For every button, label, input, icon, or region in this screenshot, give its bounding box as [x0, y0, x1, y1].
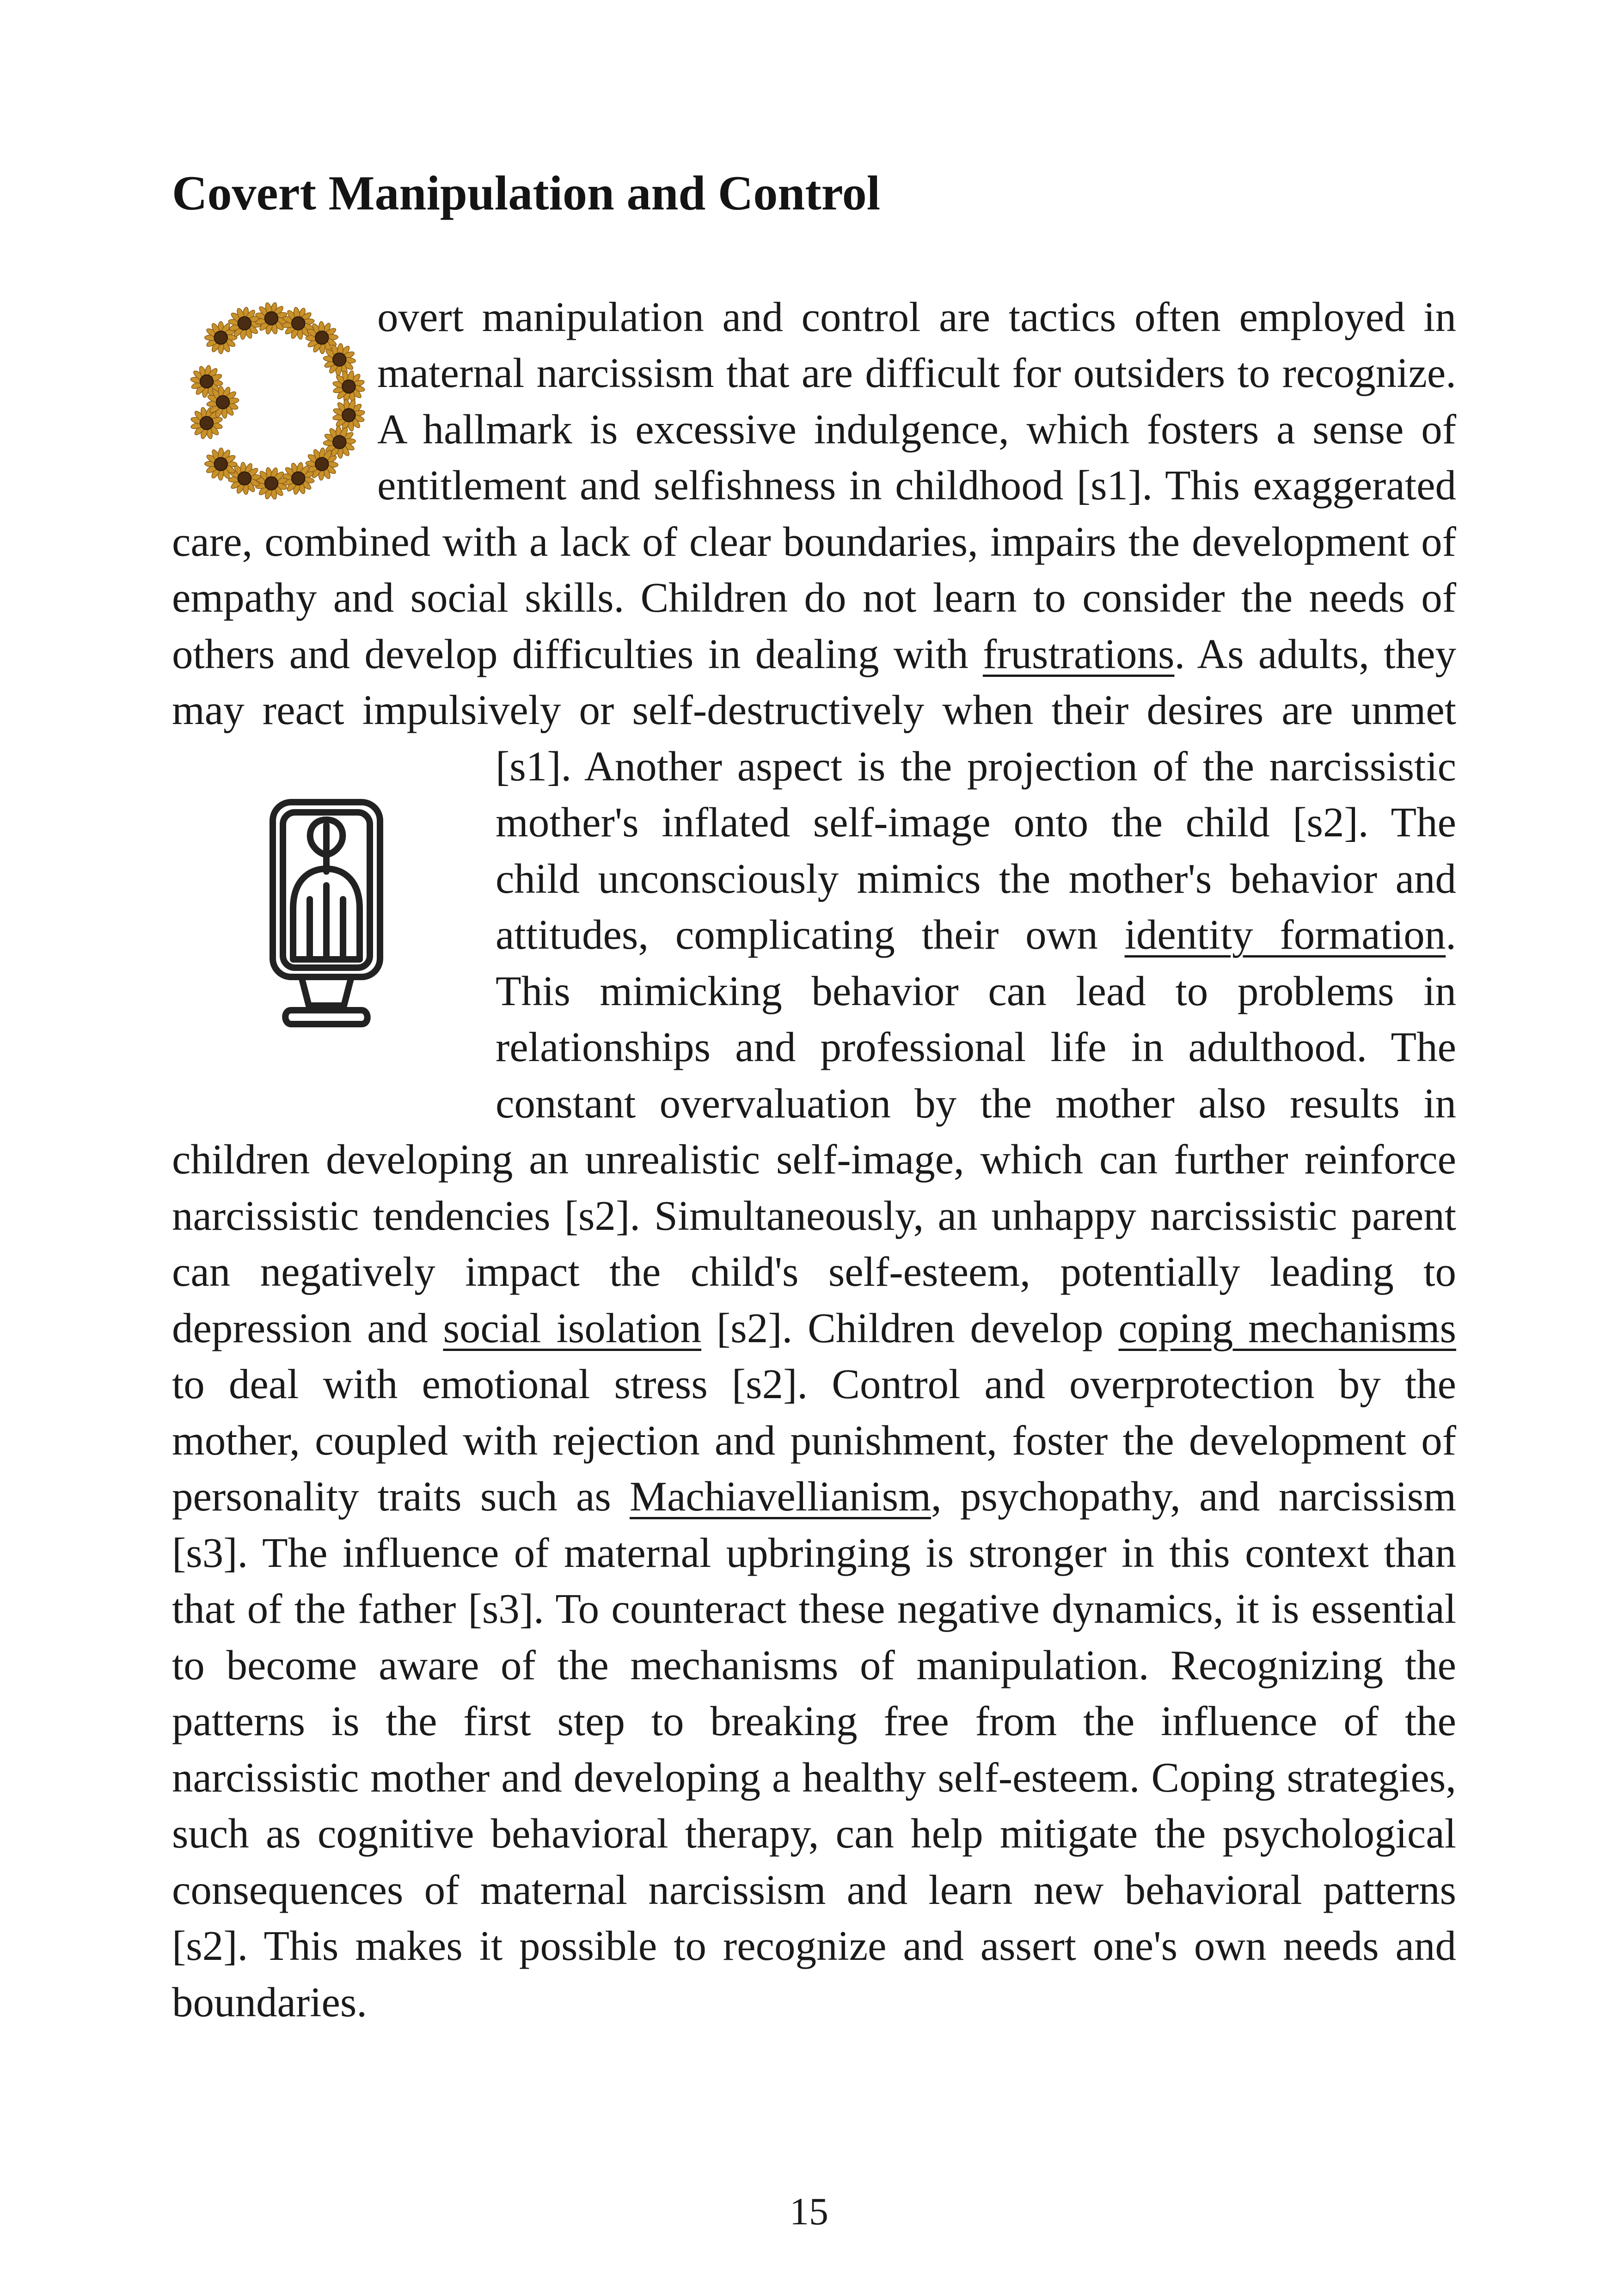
paragraph-text-4: [s2]. Children develop — [701, 1304, 1119, 1351]
sunflower-icon — [282, 307, 315, 339]
body-paragraph — [172, 289, 1456, 2031]
paragraph-text-1: overt manipulation and control are tactics often employed in maternal narcissism that are difficult for outsiders to recognize. A hallmark is excessive indulgence, which fosters a sense of entitlement and selfishness in childhood [s1]. This exaggerated care, combined with a lack of clear boundaries, impairs the development of empathy and social skills. Children do not learn to consider the needs of others and develop difficulties in dealing with — [172, 293, 1456, 677]
link-identity-formation[interactable]: identity formation — [1124, 911, 1446, 958]
paragraph-text-6: , psychopathy, and narcissism [s3]. The influence of maternal upbringing is stronger in this context than that of the father [s3]. To counteract these negative dynamics, it is essential to become aware of the mechanisms of manipulation. Recognizing the patterns is the first step to breaking free from the influence of the narcissistic mother and developing a healthy self-esteem. Coping strategies, such as cognitive behavioral therapy, can help mitigate the psychological consequences of maternal narcissism and learn new behavioral patterns [s2]. This makes it possible to recognize and assert one's own needs and boundaries. — [172, 1473, 1456, 2026]
link-coping-mechanisms[interactable]: coping mechanisms — [1118, 1304, 1456, 1351]
paragraph-text-3: . This mimicking behavior can lead to problems in relationships and professional life in adulthood. The constant overvaluation by the mother also results in children developing an unrealistic self-image, which can further reinforce narcissistic tendencies [s2]. Simultaneously, an unhappy narcissistic parent can negatively impact the child's self-esteem, potentially leading to depression and — [172, 911, 1456, 1351]
page-content — [172, 166, 1456, 2030]
link-machiavellianism[interactable]: Machiavellianism — [630, 1473, 932, 1520]
sunflower-icon — [282, 462, 315, 495]
link-frustrations[interactable]: frustrations — [982, 630, 1175, 677]
figure-in-frame-icon — [172, 793, 496, 1080]
link-social-isolation[interactable]: social isolation — [443, 1304, 702, 1351]
paragraph-text-5: to deal with emotional stress [s2]. Control and overprotection by the mother, coupled with rejection and punishment, foster the development of personality traits such as — [172, 1361, 1456, 1520]
page-number: 15 — [790, 2190, 828, 2233]
page-title: Covert Manipulation and Control — [172, 166, 881, 220]
drop-cap-sunflower-c — [172, 289, 366, 513]
sunflower-icon — [332, 370, 365, 403]
sunflower-c-icon — [172, 289, 366, 513]
sunflower-icon — [255, 467, 288, 500]
paragraph-text-2: . As adults, they may react impulsively or self-destructively when their desires are unmet [s1]. Another aspect is the projection of the narcissistic mother's inflated self-image onto the child [s2]. The child unconsciously mimics the mother's behavior and attitudes, complicating their own — [172, 630, 1456, 958]
figure-in-frame-illustration — [172, 793, 496, 1080]
